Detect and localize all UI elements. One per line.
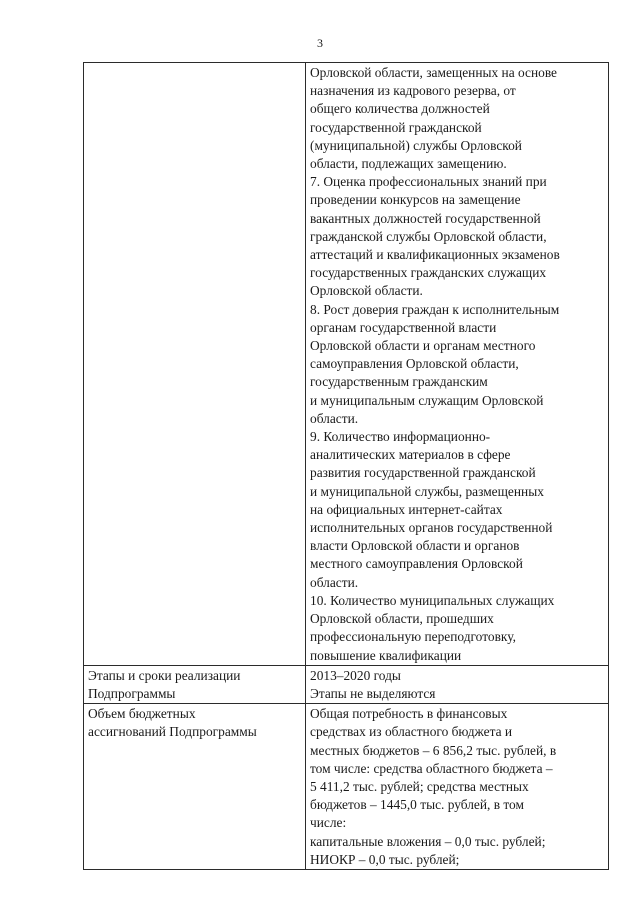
budget-total: Общая потребность в финансовых средствах из областного бюджета и местных бюджетов – 6 856,2 тыс. рублей, в том числе: средства областного бюджета – 5 411,2 тыс. рублей; средства местных бюджетов – 1445,0 тыс. рублей, в том числе: [310, 706, 557, 831]
indicator-7: 7. Оценка профессиональных знаний при проведении конкурсов на замещение вакантных должностей государственной гражданской службы Орловской области, аттестаций и квалификационных экзаменов государственных гражданских служащих Орловской области. [310, 174, 560, 299]
indicator-6-continuation: Орловской области, замещенных на основе назначения из кадрового резерва, от общего количества должностей государственной гражданской (муниципальной) службы Орловской области, подлежащих замещению. [310, 65, 558, 172]
stages-period: 2013–2020 годы [310, 667, 401, 683]
page-number: 3 [317, 36, 323, 50]
stages-note: Этапы не выделяются [310, 685, 436, 701]
table-row-indicators [84, 63, 609, 666]
row-value-indicators [306, 63, 609, 666]
indicator-9: 9. Количество информационно- аналитических материалов в сфере развития государственной гражданской и муниципальной службы, размещенных на официальных интернет-сайтах исполнительных органов государственной власти Орловской области и органов местного самоуправления Орловской области. [310, 429, 553, 590]
row-value-stages [306, 665, 609, 703]
budget-capital: капитальные вложения – 0,0 тыс. рублей; [310, 833, 546, 849]
row-label-budget: Объем бюджетных ассигнований Подпрограммы [84, 704, 306, 870]
indicator-8: 8. Рост доверия граждан к исполнительным органам государственной власти Орловской области и органам местного самоуправления Орловской области, государственным гражданским и муниципальным служащим Орловской области. [310, 301, 560, 426]
table-row-budget [84, 704, 609, 870]
row-label-indicators [84, 63, 306, 666]
row-value-budget [306, 704, 609, 870]
indicator-10: 10. Количество муниципальных служащих Орловской области, прошедших профессиональную переподготовку, повышение квалификации [310, 592, 555, 663]
row-label-stages: Этапы и сроки реализации Подпрограммы [84, 665, 306, 703]
table-row-stages [84, 665, 609, 703]
budget-niokr: НИОКР – 0,0 тыс. рублей; [310, 851, 460, 867]
program-passport-table [83, 62, 609, 870]
